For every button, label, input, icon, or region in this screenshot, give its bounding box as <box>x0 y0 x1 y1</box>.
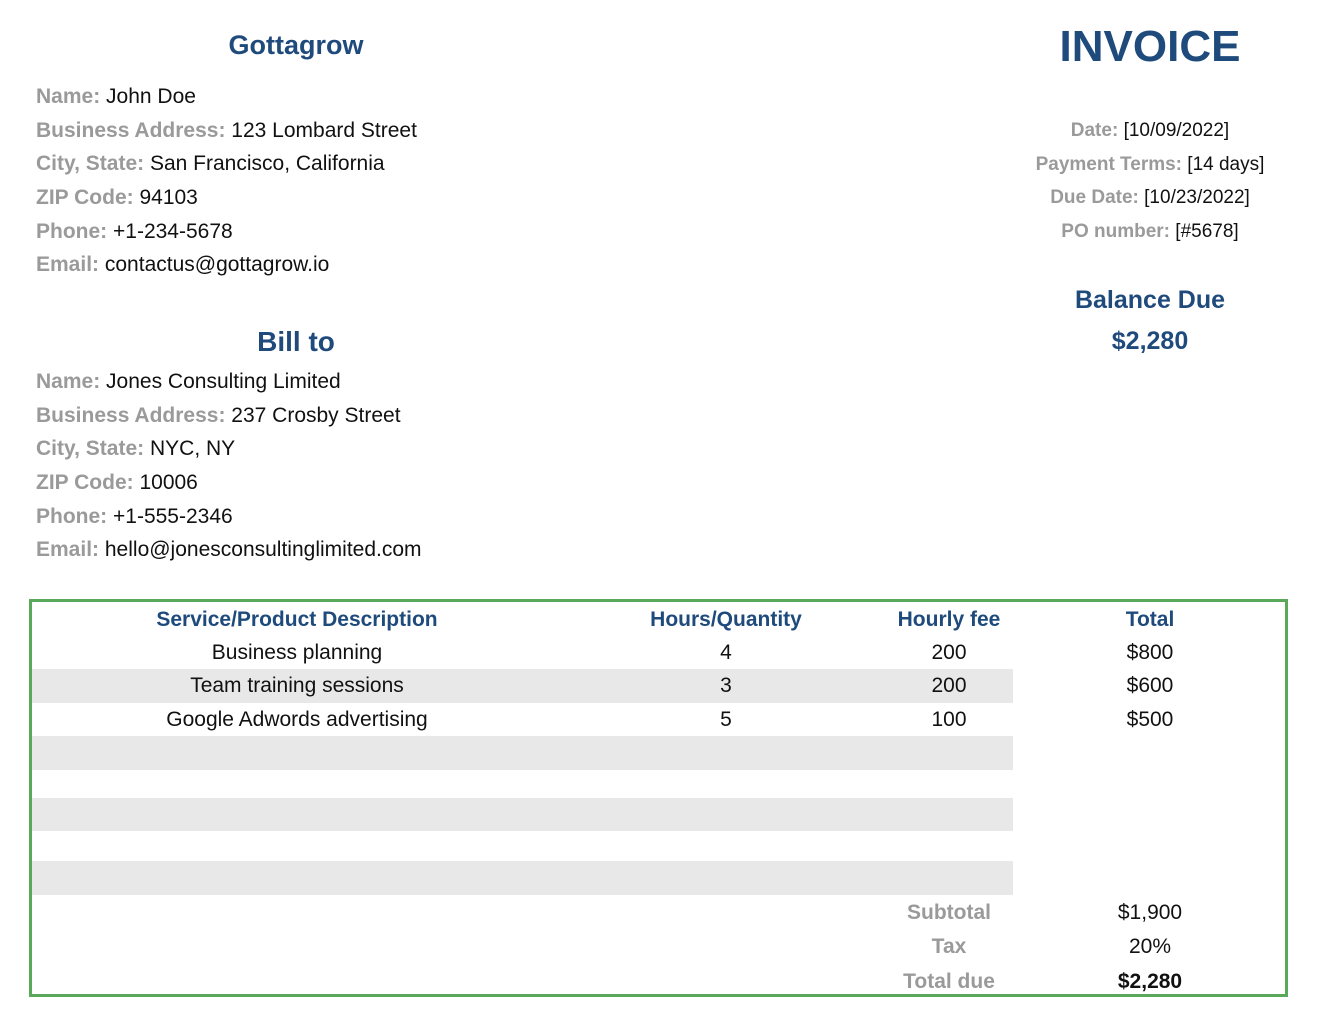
item-fee: 200 <box>931 674 967 697</box>
items-table <box>29 599 1288 997</box>
client-city-row <box>36 432 422 466</box>
item-total: $500 <box>1126 708 1174 731</box>
item-quantity: 3 <box>720 674 732 697</box>
bill-to-info <box>36 365 422 567</box>
row-shade <box>32 736 1013 770</box>
client-email: hello@jonesconsultinglimited.com <box>104 538 422 562</box>
due-date-label: Due Date: <box>1050 187 1139 209</box>
po-number-row <box>1000 215 1300 249</box>
subtotal-label: Subtotal <box>907 901 991 924</box>
table-row <box>32 669 1285 703</box>
po-number-value: [#5678] <box>1175 221 1239 243</box>
company-name: Gottagrow <box>228 30 364 60</box>
sender-phone: +1-234-5678 <box>113 219 233 243</box>
header-description: Service/Product Description <box>156 608 438 631</box>
sender-name-label: Name: <box>36 85 101 108</box>
client-address-label: Business Address: <box>36 403 226 427</box>
client-zip-row <box>36 466 422 500</box>
sender-address: 123 Lombard Street <box>231 118 417 142</box>
sender-email: contactus@gottagrow.io <box>104 253 330 277</box>
total-due-row <box>32 965 1285 999</box>
payment-terms-label: Payment Terms: <box>1035 153 1183 175</box>
sender-phone-label: Phone: <box>36 219 108 243</box>
client-phone-label: Phone: <box>36 504 108 528</box>
subtotal-value: $1,900 <box>1117 901 1183 924</box>
item-fee: 100 <box>931 708 967 731</box>
subtotal-row <box>32 896 1285 930</box>
sender-zip: 94103 <box>139 186 198 210</box>
balance-due-label: Balance Due <box>1074 286 1226 314</box>
sender-info <box>36 80 417 282</box>
header-quantity: Hours/Quantity <box>650 608 802 631</box>
client-name-label: Name: <box>36 370 101 393</box>
payment-terms-value: [14 days] <box>1187 153 1265 175</box>
item-total: $800 <box>1126 641 1174 664</box>
total-due-value: $2,280 <box>1117 970 1183 993</box>
total-due-label: Total due <box>903 970 995 993</box>
date-label: Date: <box>1070 120 1119 141</box>
row-shade <box>32 798 1013 831</box>
sender-city-label: City, State: <box>36 152 145 176</box>
invoice-title: INVOICE <box>1059 22 1241 71</box>
due-date-row <box>1000 181 1300 215</box>
table-row <box>32 636 1285 670</box>
sender-address-label: Business Address: <box>36 118 226 142</box>
client-address-row <box>36 399 422 433</box>
sender-address-row <box>36 114 417 148</box>
item-quantity: 4 <box>720 641 732 664</box>
client-email-label: Email: <box>36 538 100 562</box>
client-zip-label: ZIP Code: <box>36 471 134 495</box>
sender-email-row <box>36 248 417 282</box>
client-email-row <box>36 533 422 567</box>
sender-city: San Francisco, California <box>149 152 385 176</box>
tax-row <box>32 930 1285 964</box>
table-row <box>32 703 1285 737</box>
item-fee: 200 <box>931 641 967 664</box>
sender-email-label: Email: <box>36 253 100 277</box>
client-zip: 10006 <box>139 471 198 495</box>
item-description: Google Adwords advertising <box>166 708 428 731</box>
table-header-row <box>32 603 1285 637</box>
sender-zip-row <box>36 181 417 215</box>
sender-zip-label: ZIP Code: <box>36 186 134 210</box>
invoice-meta <box>1000 114 1300 249</box>
client-address: 237 Crosby Street <box>231 403 401 427</box>
client-city: NYC, NY <box>149 437 236 461</box>
client-city-label: City, State: <box>36 437 145 461</box>
date-value: [10/09/2022] <box>1123 120 1230 141</box>
payment-terms-row <box>1000 148 1300 182</box>
item-total: $600 <box>1126 674 1174 697</box>
header-hourly-fee: Hourly fee <box>897 608 1001 631</box>
client-name: Jones Consulting Limited <box>106 370 341 393</box>
sender-name: John Doe <box>106 85 196 108</box>
sender-name-row <box>36 80 417 114</box>
bill-to-title: Bill to <box>257 326 335 357</box>
client-phone: +1-555-2346 <box>113 504 233 528</box>
sender-city-row <box>36 147 417 181</box>
item-description: Business planning <box>211 641 383 664</box>
sender-phone-row <box>36 215 417 249</box>
date-row <box>1000 114 1300 148</box>
due-date-value: [10/23/2022] <box>1144 187 1250 209</box>
po-number-label: PO number: <box>1061 221 1171 243</box>
tax-label: Tax <box>931 935 967 958</box>
item-quantity: 5 <box>720 708 732 731</box>
balance-due-amount: $2,280 <box>1111 327 1189 355</box>
item-description: Team training sessions <box>190 674 404 697</box>
client-phone-row <box>36 500 422 534</box>
tax-value: 20% <box>1128 935 1172 958</box>
header-total: Total <box>1125 608 1175 631</box>
row-shade <box>32 861 1013 895</box>
client-name-row <box>36 365 422 399</box>
